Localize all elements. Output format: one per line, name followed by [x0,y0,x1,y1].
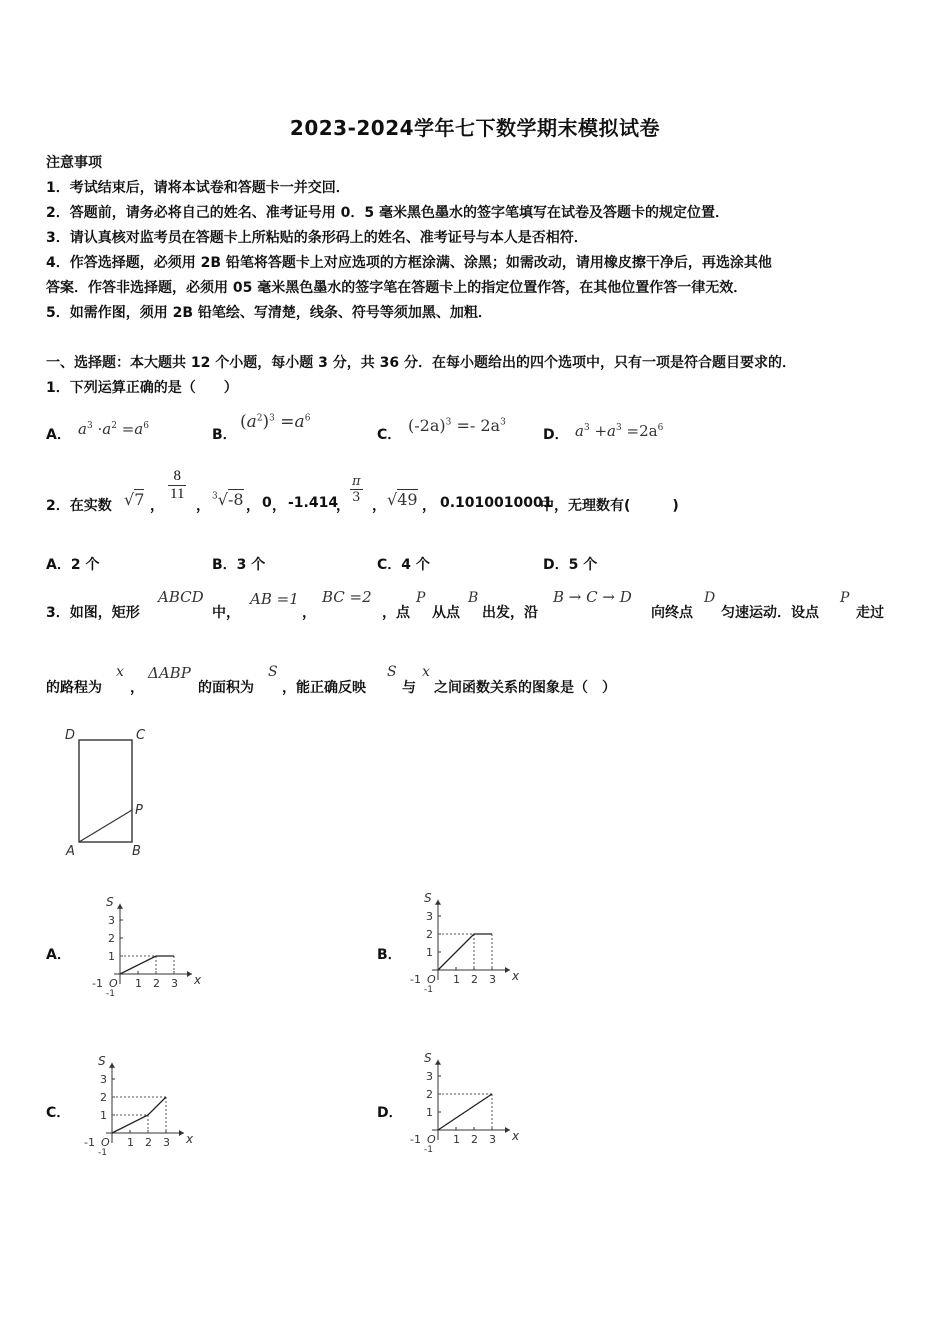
q2-option-d: D．5 个 [543,557,598,573]
origin-label: O [109,977,118,990]
q2-sqrt7: √7 [124,490,145,509]
q3-point-d: D [704,590,716,606]
q3-point-b: B [468,590,479,606]
s-axis-label: S [98,1053,106,1068]
x-axis-label: x [512,1129,520,1143]
s-axis-label: S [424,890,432,905]
section-heading: 一、选择题：本大题共 12 个小题，每小题 3 分，共 36 分．在每小题给出的四个选项中，只有一项是符合题目要求的． [46,355,796,371]
q3-text-dian: ，点 [382,605,410,621]
x-tick-label: 1 [453,1133,460,1146]
q3-text-zouguo: 走过 [856,605,884,621]
q1-option-c-expr: $(-2a)^3 =- 2a^3$ [408,416,506,435]
q3-bc-eq: BC =2 [322,588,372,606]
q2-sep-1: ， [150,498,164,514]
q2-sep-2: ， [196,498,210,514]
q3-triangle-abp: ΔABP [148,664,191,682]
q3-point-p-2: P [840,590,850,606]
segment-ap [79,810,132,842]
y-tick-label: 2 [108,932,115,945]
y-tick-label: 3 [426,910,433,923]
q3-option-a-label: A． [46,947,71,963]
q2-sep-4: ， [272,498,286,514]
q3-text-yunsu: 匀速运动．设点 [721,605,819,621]
q2-sep-6: ， [372,498,386,514]
graph-option-c [80,1043,200,1161]
q3-var-x-2: x [422,664,430,680]
q2-pi-over-3: $\frac{\pi}{3}$ [352,474,361,505]
graph-option-a [88,884,208,1002]
q2-sep-5: ， [336,498,350,514]
rectangle-figure [60,722,160,862]
page-title: 2023-2024学年七下数学期末模拟试卷 [289,116,661,140]
x-tick-label: 2 [145,1136,152,1149]
y-tick-label: 2 [426,1088,433,1101]
y-tick-label: 2 [426,928,433,941]
notice-line-5: 答案．作答非选择题，必须用 05 毫米黑色墨水的签字笔在答题卡上的指定位置作答，在其他位置作答一律无效． [46,280,748,296]
q3-var-s-2: S [387,664,397,680]
q2-cube-root: $^3$√-8 [212,490,244,509]
question-2-prefix: 2．在实数 [46,498,112,514]
label-d: D [65,728,76,743]
q1-option-d-expr: $a^3 +a^3 =2a^6$ [575,422,664,440]
y-tick-label: 3 [426,1070,433,1083]
x-tick-label: 3 [489,1133,496,1146]
neg-y-label: -1 [424,1145,433,1155]
x-tick-label: 1 [135,977,142,990]
q2-sep-3: ， [246,498,260,514]
q3-comma-2: ， [130,680,144,696]
q3-var-s-1: S [268,664,278,680]
q2-sep-7: ， [422,498,436,514]
function-curve [438,1094,492,1130]
notice-line-1: 1．考试结束后，请将本试卷和答题卡一并交回． [46,180,350,196]
y-axis-arrow [109,1063,115,1068]
s-axis-label: S [424,1050,432,1065]
x-tick-label: 3 [163,1136,170,1149]
question-3-prefix: 3．如图，矩形 [46,605,140,621]
q2-sqrt49: √49 [387,490,418,509]
x-tick-label: 2 [471,973,478,986]
q1-option-c-label: C． [377,427,402,443]
neg-x-label: -1 [410,973,421,986]
origin-label: O [427,1133,436,1146]
q3-line2-c: ，能正确反映 [282,680,366,696]
q3-option-b-label: B． [377,947,402,963]
q2-long-decimal: 0.1010010001 [440,495,553,511]
q3-ab-eq: AB =1 [250,590,299,608]
y-tick-label: 1 [108,950,115,963]
q2-suffix: 中，无理数有( ) [540,498,679,514]
label-p: P [135,803,143,818]
q3-var-x-1: x [116,664,124,680]
y-tick-label: 3 [100,1073,107,1086]
x-axis-label: x [186,1132,194,1146]
graph-option-b [406,880,526,998]
neg-y-label: -1 [424,985,433,995]
x-tick-label: 3 [171,977,178,990]
question-1-stem: 1．下列运算正确的是（ ） [46,380,238,396]
x-tick-label: 3 [489,973,496,986]
x-axis-arrow [505,967,510,973]
notice-line-3: 3．请认真核对监考员在答题卡上所粘贴的条形码上的姓名、准考证号与本人是否相符． [46,230,588,246]
q1-option-a-label: A． [46,427,71,443]
q3-text-zhong: 中， [212,605,240,621]
notice-heading: 注意事项 [46,155,102,171]
x-axis-arrow [179,1130,184,1136]
q2-zero: 0 [262,495,272,511]
x-axis-label: x [194,973,202,987]
origin-label: O [427,973,436,986]
y-tick-label: 2 [100,1091,107,1104]
q3-option-d-label: D． [377,1105,403,1121]
q1-option-b-expr: $(a^2)^3 =a^6$ [240,412,311,432]
q2-fraction-8-11: $\frac{8}{11}$ [170,468,185,502]
notice-line-4: 4．作答选择题，必须用 2B 铅笔将答题卡上对应选项的方框涂满、涂黑；如需改动，请用橡皮擦干净后，再选涂其他 [46,255,772,271]
q3-line2-e: 之间函数关系的图象是（ ） [434,680,616,696]
label-c: C [136,728,146,743]
x-axis-label: x [512,969,520,983]
x-axis-arrow [187,971,192,977]
neg-x-label: -1 [410,1133,421,1146]
y-tick-label: 1 [426,946,433,959]
function-curve [120,956,174,974]
q3-comma: ， [302,605,316,621]
q3-rect-abcd: ABCD [158,588,204,606]
neg-y-label: -1 [98,1148,107,1158]
q3-text-xiangzhongdian: 向终点 [651,605,693,621]
notice-line-6: 5．如需作图，须用 2B 铅笔绘、写清楚，线条、符号等须加黑、加粗． [46,305,492,321]
q2-option-b: B．3 个 [212,557,266,573]
q3-line2-b: 的面积为 [198,680,254,696]
q2-option-a: A．2 个 [46,557,100,573]
q3-path: B → C → D [553,588,632,606]
function-curve [438,934,492,970]
y-axis-arrow [117,904,123,909]
s-axis-label: S [106,894,114,909]
y-tick-label: 1 [100,1109,107,1122]
origin-label: O [101,1136,110,1149]
x-tick-label: 1 [127,1136,134,1149]
q2-option-c: C．4 个 [377,557,430,573]
graph-option-d [406,1040,526,1158]
q1-option-a-expr: $a^3 \cdot a^2 =a^6$ [78,420,149,438]
x-tick-label: 2 [153,977,160,990]
x-axis-arrow [505,1127,510,1133]
q3-option-c-label: C． [46,1105,71,1121]
q1-option-b-label: B． [212,427,237,443]
x-tick-label: 2 [471,1133,478,1146]
q3-text-congdian: 从点 [432,605,460,621]
label-a: A [66,844,75,859]
y-axis-arrow [435,1060,441,1065]
neg-x-label: -1 [84,1136,95,1149]
notice-line-2: 2．答题前，请务必将自己的姓名、准考证号用 0．5 毫米黑色墨水的签字笔填写在试卷及答题卡的规定位置． [46,205,729,221]
q3-line2-a: 的路程为 [46,680,102,696]
label-b: B [132,844,141,859]
q3-line2-d: 与 [402,680,416,696]
q1-option-d-label: D． [543,427,569,443]
x-tick-label: 1 [453,973,460,986]
y-axis-arrow [435,900,441,905]
neg-x-label: -1 [92,977,103,990]
q2-decimal: -1.414 [288,495,339,511]
y-tick-label: 3 [108,914,115,927]
q3-text-chufa: 出发，沿 [482,605,538,621]
neg-y-label: -1 [106,989,115,999]
y-tick-label: 1 [426,1106,433,1119]
q3-point-p-1: P [416,590,426,606]
